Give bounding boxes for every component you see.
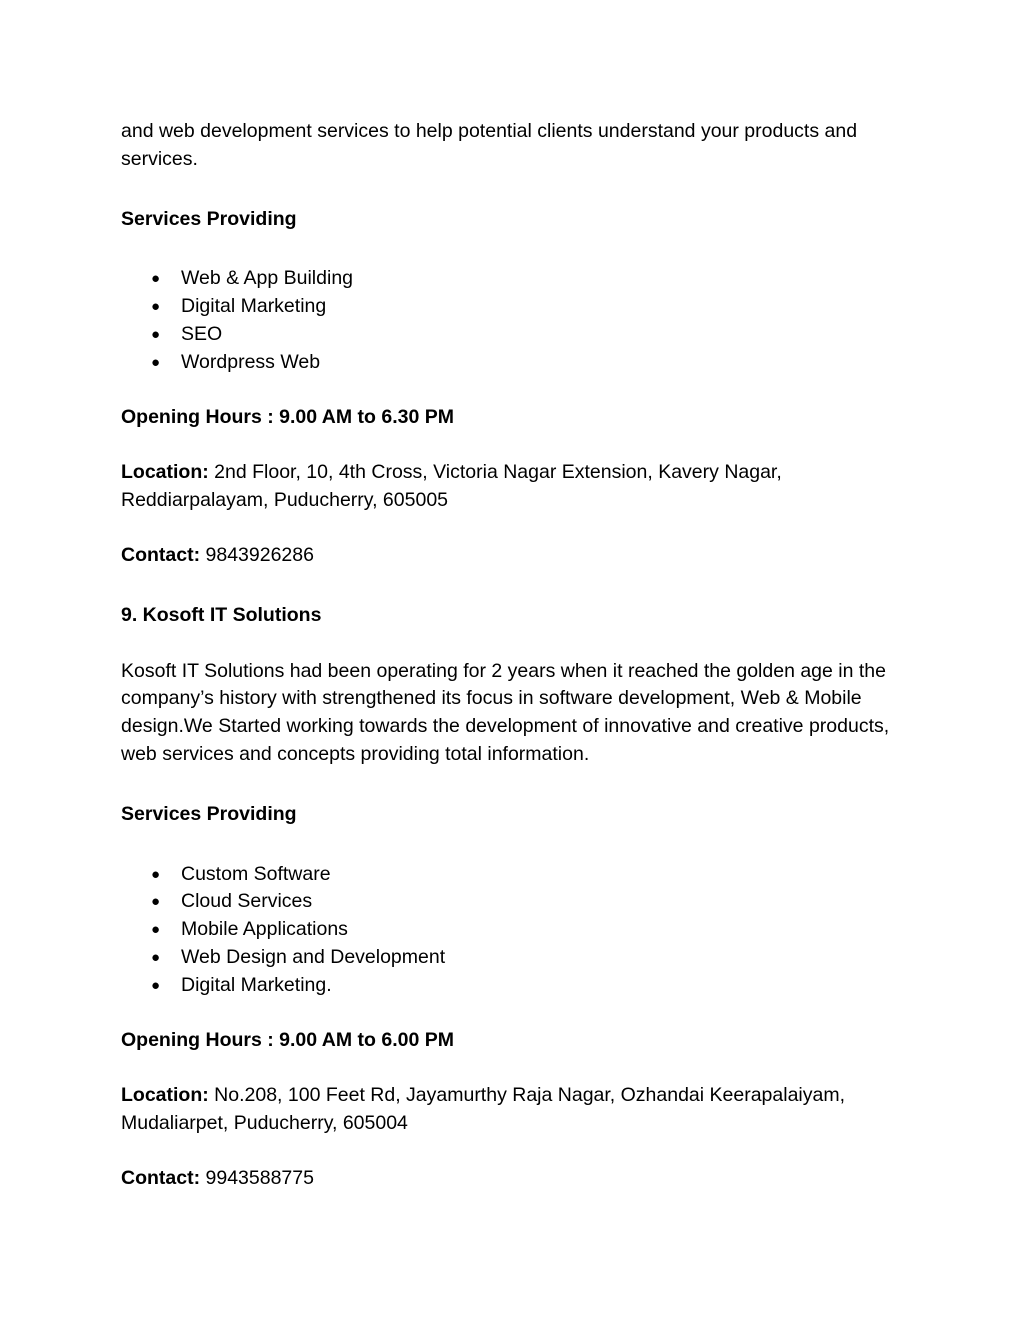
- location-paragraph: [121, 459, 911, 515]
- contact-paragraph: [121, 542, 911, 570]
- list-item: ● Digital Marketing: [121, 293, 911, 321]
- opening-hours: Opening Hours : 9.00 AM to 6.00 PM: [121, 1029, 454, 1052]
- services-list: [121, 265, 911, 376]
- services-list: [121, 861, 911, 1000]
- list-item: ● SEO: [121, 321, 911, 349]
- section-title: 9. Kosoft IT Solutions: [121, 604, 322, 627]
- contact-label: Contact:: [121, 544, 201, 567]
- list-item: ● Digital Marketing.: [121, 972, 911, 1000]
- opening-hours: Opening Hours : 9.00 AM to 6.30 PM: [121, 406, 454, 429]
- list-item: ● Cloud Services: [121, 888, 911, 916]
- contact-paragraph: [121, 1165, 911, 1193]
- list-item: ● Wordpress Web: [121, 349, 911, 377]
- location-label: Location:: [121, 1084, 209, 1107]
- document-page: [121, 118, 911, 1193]
- location-value: 2nd Floor, 10, 4th Cross, Victoria Nagar Extension, Kavery Nagar, Reddiarpalayam, Puducherry, 605005: [121, 461, 782, 512]
- list-item: ● Custom Software: [121, 861, 911, 889]
- contact-value: 9943588775: [205, 1167, 314, 1190]
- location-paragraph: [121, 1082, 911, 1138]
- services-heading: Services Providing: [121, 207, 297, 230]
- services-heading: Services Providing: [121, 802, 297, 825]
- list-item: ● Mobile Applications: [121, 916, 911, 944]
- location-label: Location:: [121, 461, 209, 484]
- list-item: ● Web & App Building: [121, 265, 911, 293]
- intro-paragraph: and web development services to help potential clients understand your products and services.: [121, 120, 858, 170]
- location-value: No.208, 100 Feet Rd, Jayamurthy Raja Nagar, Ozhandai Keerapalaiyam, Mudaliarpet, Puducherry, 605004: [121, 1084, 846, 1135]
- company-description: Kosoft IT Solutions had been operating for 2 years when it reached the golden age in the company’s history with strengthened its focus in software development, Web & Mobile design.We Started working towards the development of innovative and creative products, web services and concepts providing total information.: [121, 659, 890, 765]
- contact-label: Contact:: [121, 1167, 201, 1190]
- contact-value: 9843926286: [205, 544, 314, 567]
- list-item: ● Web Design and Development: [121, 944, 911, 972]
